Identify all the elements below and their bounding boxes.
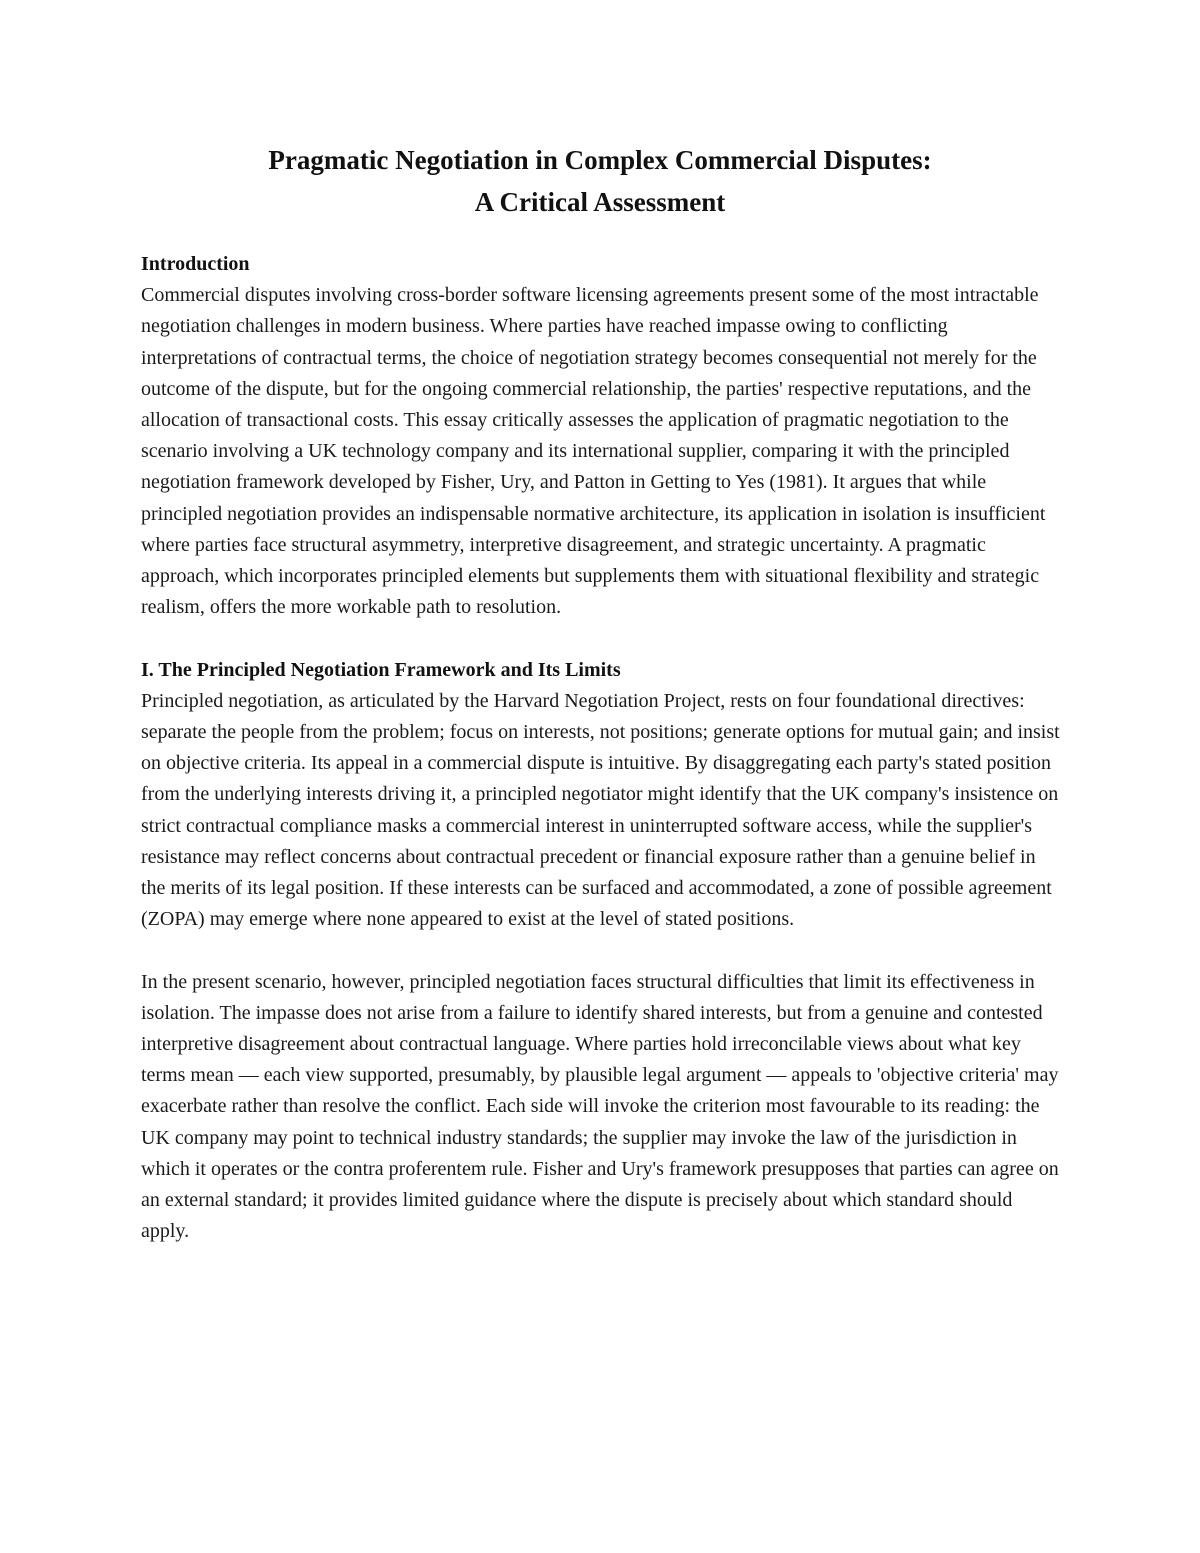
- paragraph: Principled negotiation, as articulated by the Harvard Negotiation Project, rests on four foundational directives: separate the people from the problem; focus on interests, not positions; generate options for mutual gain; and insist on objective criteria. Its appeal in a commercial dispute is intuitive. By disaggregating each party's stated position from the underlying interests driving it, a principled negotiator might identify that the UK company's insistence on strict contractual compliance masks a commercial interest in uninterrupted software access, while the supplier's resistance may reflect concerns about contractual precedent or financial exposure rather than a genuine belief in the merits of its legal position. If these interests can be surfaced and accommodated, a zone of possible agreement (ZOPA) may emerge where none appeared to exist at the level of stated positions.: [141, 689, 1060, 931]
- document-title: [0, 139, 1200, 223]
- paragraph-gap: [141, 935, 1061, 966]
- section-introduction: [141, 249, 1061, 623]
- title-line-2: A Critical Assessment: [474, 187, 726, 217]
- title-line-1: Pragmatic Negotiation in Complex Commercial Disputes:: [268, 145, 932, 175]
- section-heading: Introduction: [141, 253, 250, 275]
- section-heading: I. The Principled Negotiation Framework and Its Limits: [141, 658, 621, 681]
- document-body: [141, 249, 1061, 1247]
- paragraph: In the present scenario, however, principled negotiation faces structural difficulties that limit its effectiveness in isolation. The impasse does not arise from a failure to identify shared interests, but from a genuine and contested interpretive disagreement about contractual language. Where parties hold irreconcilable views about what key terms mean — each view supported, presumably, by plausible legal argument — appeals to 'objective criteria' may exacerbate rather than resolve the conflict. Each side will invoke the criterion most favourable to its reading: the UK company may point to technical industry standards; the supplier may invoke the law of the jurisdiction in which it operates or the contra proferentem rule. Fisher and Ury's framework presupposes that parties can agree on an external standard; it provides limited guidance where the dispute is precisely about which standard should apply.: [141, 970, 1059, 1243]
- section-principled-negotiation: [141, 655, 1061, 1248]
- paragraph: Commercial disputes involving cross-border software licensing agreements present some of the most intractable negotiation challenges in modern business. Where parties have reached impasse owing to conflicting interpretations of contractual terms, the choice of negotiation strategy becomes consequential not merely for the outcome of the dispute, but for the ongoing commercial relationship, the parties' respective reputations, and the allocation of transactional costs. This essay critically assesses the application of pragmatic negotiation to the scenario involving a UK technology company and its international supplier, comparing it with the principled negotiation framework developed by Fisher, Ury, and Patton in Getting to Yes (1981). It argues that while principled negotiation provides an indispensable normative architecture, its application in isolation is insufficient where parties face structural asymmetry, interpretive disagreement, and strategic uncertainty. A pragmatic approach, which incorporates principled elements but supplements them with situational flexibility and strategic realism, offers the more workable path to resolution.: [141, 284, 1046, 619]
- paragraph-gap: [141, 623, 1061, 654]
